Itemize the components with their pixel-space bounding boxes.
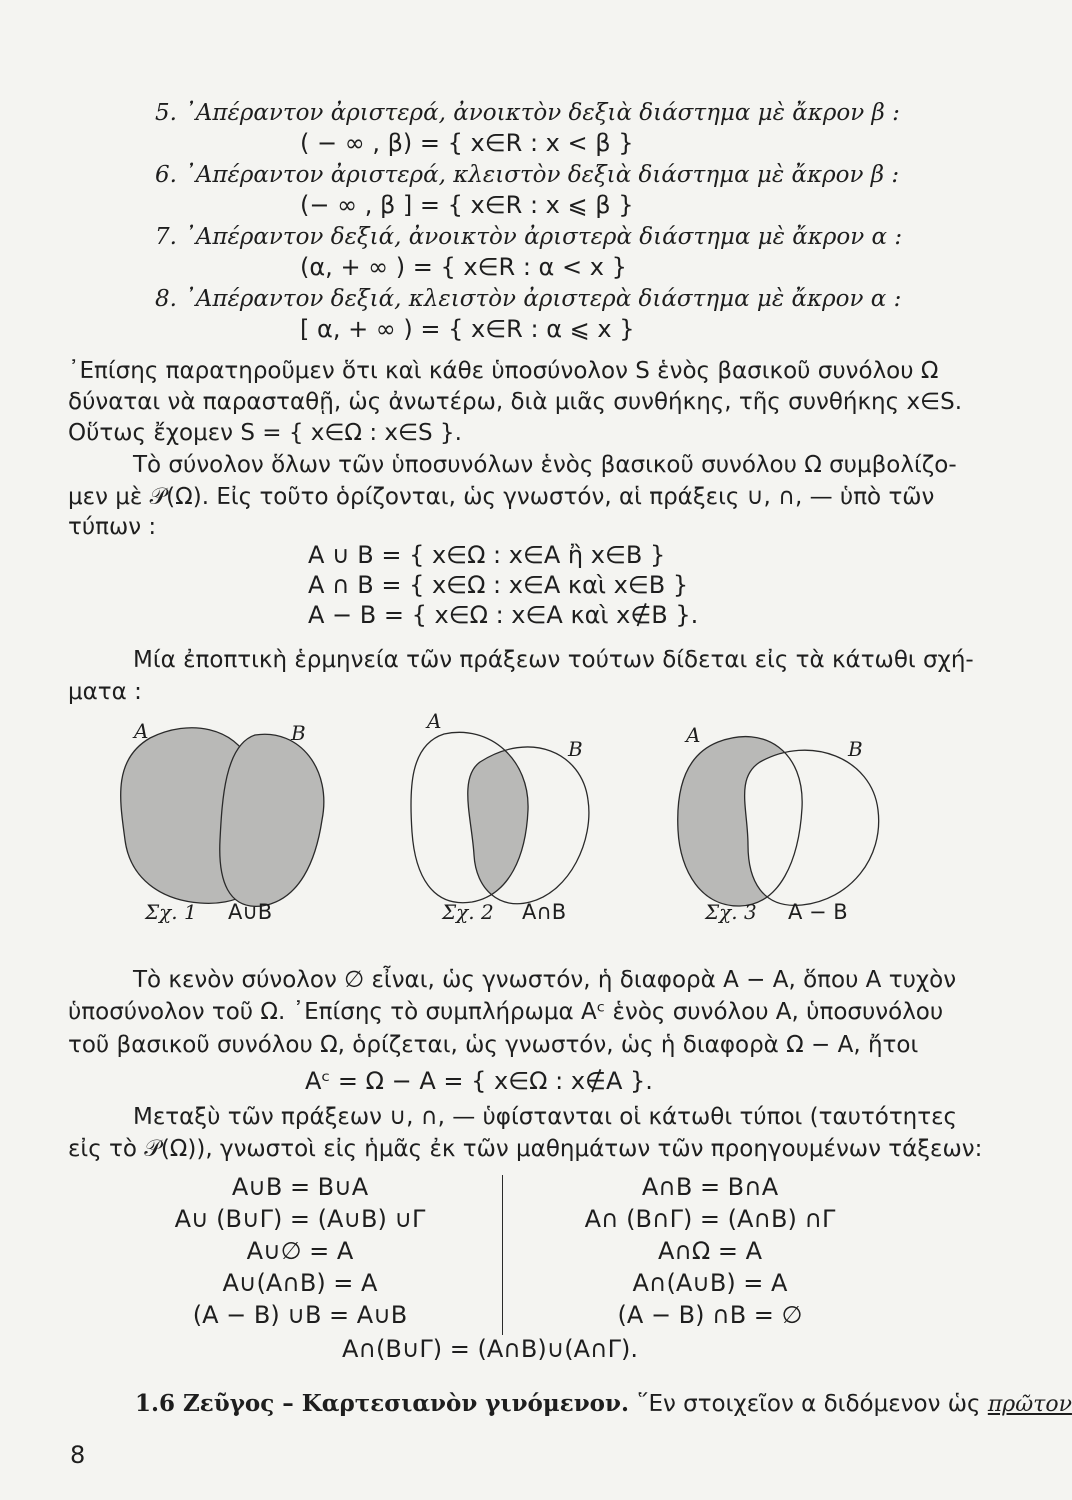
interval-5-title: 5. ᾿Απέραντον ἀριστερά, ἀνοικτὸν δεξιὰ διάστημα μὲ ἄκρον β : [155,100,900,126]
para2-line2: μεν μὲ 𝒫(Ω). Εἰς τοῦτο ὁρίζονται, ὡς γνωστόν, αἱ πράξεις ∪, ∩, — ὑπὸ τῶν [68,484,935,510]
venn-2-label-a: A [427,709,442,733]
venn-3-label-a: A [686,723,701,747]
identity-left-2: A∪ (B∪Γ) = (A∪B) ∪Γ [174,1205,426,1233]
venn-3-set-a-fill [678,737,802,906]
venn-2-set-b-fill [468,747,589,904]
fig3-number: Σχ. 3 [705,900,757,924]
identities-divider [502,1175,503,1335]
identity-left-3: A∪∅ = A [246,1237,354,1265]
para2-line1: Τὸ σύνολον ὅλων τῶν ὑποσυνόλων ἑνὸς βασικοῦ συνόλου Ω συμβολίζο- [133,452,957,478]
para5-line1: Μεταξὺ τῶν πράξεων ∪, ∩, — ὑφίστανται οἱ κάτωθι τύποι (ταυτότητες [133,1104,958,1130]
para2-line3: τύπων : [68,514,157,540]
interval-7-title: 7. ᾿Απέραντον δεξιά, ἀνοικτὸν ἀριστερὰ διάστημα μὲ ἄκρον α : [155,224,903,250]
venn-1-set-b [220,734,324,906]
identity-right-2: A∩ (B∩Γ) = (A∩B) ∩Γ [584,1205,836,1233]
fig3-operation: A − B [788,900,848,924]
para4-line2: ὑποσύνολον τοῦ Ω. ᾿Επίσης τὸ συμπλήρωμα Aᶜ ἑνὸς συνόλου A, ὑποσυνόλου [68,999,944,1025]
section-text-underlined: πρῶτον [987,1392,1072,1417]
def-union: A ∪ B = { x∈Ω : x∈A ἢ x∈B } [308,541,666,569]
identity-distributive: A∩(B∪Γ) = (A∩B)∪(A∩Γ). [342,1335,638,1363]
para5-line2: εἰς τὸ 𝒫(Ω)), γνωστοὶ εἰς ἡμᾶς ἐκ τῶν μαθημάτων τῶν προηγουμένων τάξεων: [68,1136,983,1162]
para1-line2: δύναται νὰ παρασταθῇ, ὡς ἀνωτέρω, διὰ μιᾶς συνθήκης, τῆς συνθήκης x∈S. [68,389,963,415]
section-heading [135,1388,1072,1420]
interval-6-formula: (− ∞ , β ] = { x∈R : x ⩽ β } [300,191,634,219]
fig1-number: Σχ. 1 [145,900,197,924]
identity-left-5: (A − B) ∪B = A∪B [192,1301,408,1329]
interval-6-title: 6. ᾿Απέραντον ἀριστερά, κλειστὸν δεξιὰ διάστημα μὲ ἄκρον β : [155,162,900,188]
identity-right-1: A∩B = B∩A [641,1173,779,1201]
section-title: 1.6 Ζεῦγος – Καρτεσιανὸν γινόμενον. [135,1390,629,1417]
page-number: 8 [70,1441,86,1469]
section-text-start: ῞Εν στοιχεῖον α διδόμενον ὡς [636,1391,988,1417]
venn-1-label-b: B [291,721,306,745]
para3-line1: Μία ἐποπτικὴ ἑρμηνεία τῶν πράξεων τούτων δίδεται εἰς τὰ κάτωθι σχή- [133,647,974,673]
venn-1-label-a: A [134,719,149,743]
identity-right-3: A∩Ω = A [657,1237,763,1265]
identity-left-4: A∪(A∩B) = A [222,1269,378,1297]
para1-line1: ᾿Επίσης παρατηροῦμεν ὅτι καὶ κάθε ὑποσύνολον S ἑνὸς βασικοῦ συνόλου Ω [68,358,939,384]
interval-7-formula: (α, + ∞ ) = { x∈R : α < x } [300,253,627,281]
identity-left-1: A∪B = B∪A [231,1173,369,1201]
interval-8-title: 8. ᾿Απέραντον δεξιά, κλειστὸν ἀριστερὰ διάστημα μὲ ἄκρον α : [155,286,902,312]
fig2-number: Σχ. 2 [442,900,494,924]
venn-3-label-b: B [848,737,863,761]
interval-8-formula: [ α, + ∞ ) = { x∈R : α ⩽ x } [300,315,635,343]
interval-5-formula: ( − ∞ , β) = { x∈R : x < β } [300,129,634,157]
venn-figure-3 [678,723,879,906]
def-intersection: A ∩ B = { x∈Ω : x∈A καὶ x∈B } [308,571,689,599]
para4-line3: τοῦ βασικοῦ συνόλου Ω, ὁρίζεται, ὡς γνωστόν, ὡς ἡ διαφορὰ Ω − A, ἤτοι [68,1032,919,1058]
venn-figure-1 [121,719,324,906]
fig1-operation: A∪B [228,900,273,924]
venn-figure-2 [411,709,589,904]
complement-formula: Aᶜ = Ω − A = { x∈Ω : x∉A }. [305,1067,653,1095]
fig2-operation: A∩B [522,900,567,924]
identity-right-4: A∩(A∪B) = A [632,1269,788,1297]
venn-2-label-b: B [568,737,583,761]
def-difference: A − B = { x∈Ω : x∈A καὶ x∉B }. [308,601,699,629]
para3-line2: ματα : [68,679,142,705]
para1-line3: Οὕτως ἔχομεν S = { x∈Ω : x∈S }. [68,420,462,446]
para4-line1: Τὸ κενὸν σύνολον ∅ εἶναι, ὡς γνωστόν, ἡ διαφορὰ A − A, ὅπου A τυχὸν [133,967,957,993]
identity-right-5: (A − B) ∩B = ∅ [617,1301,803,1329]
